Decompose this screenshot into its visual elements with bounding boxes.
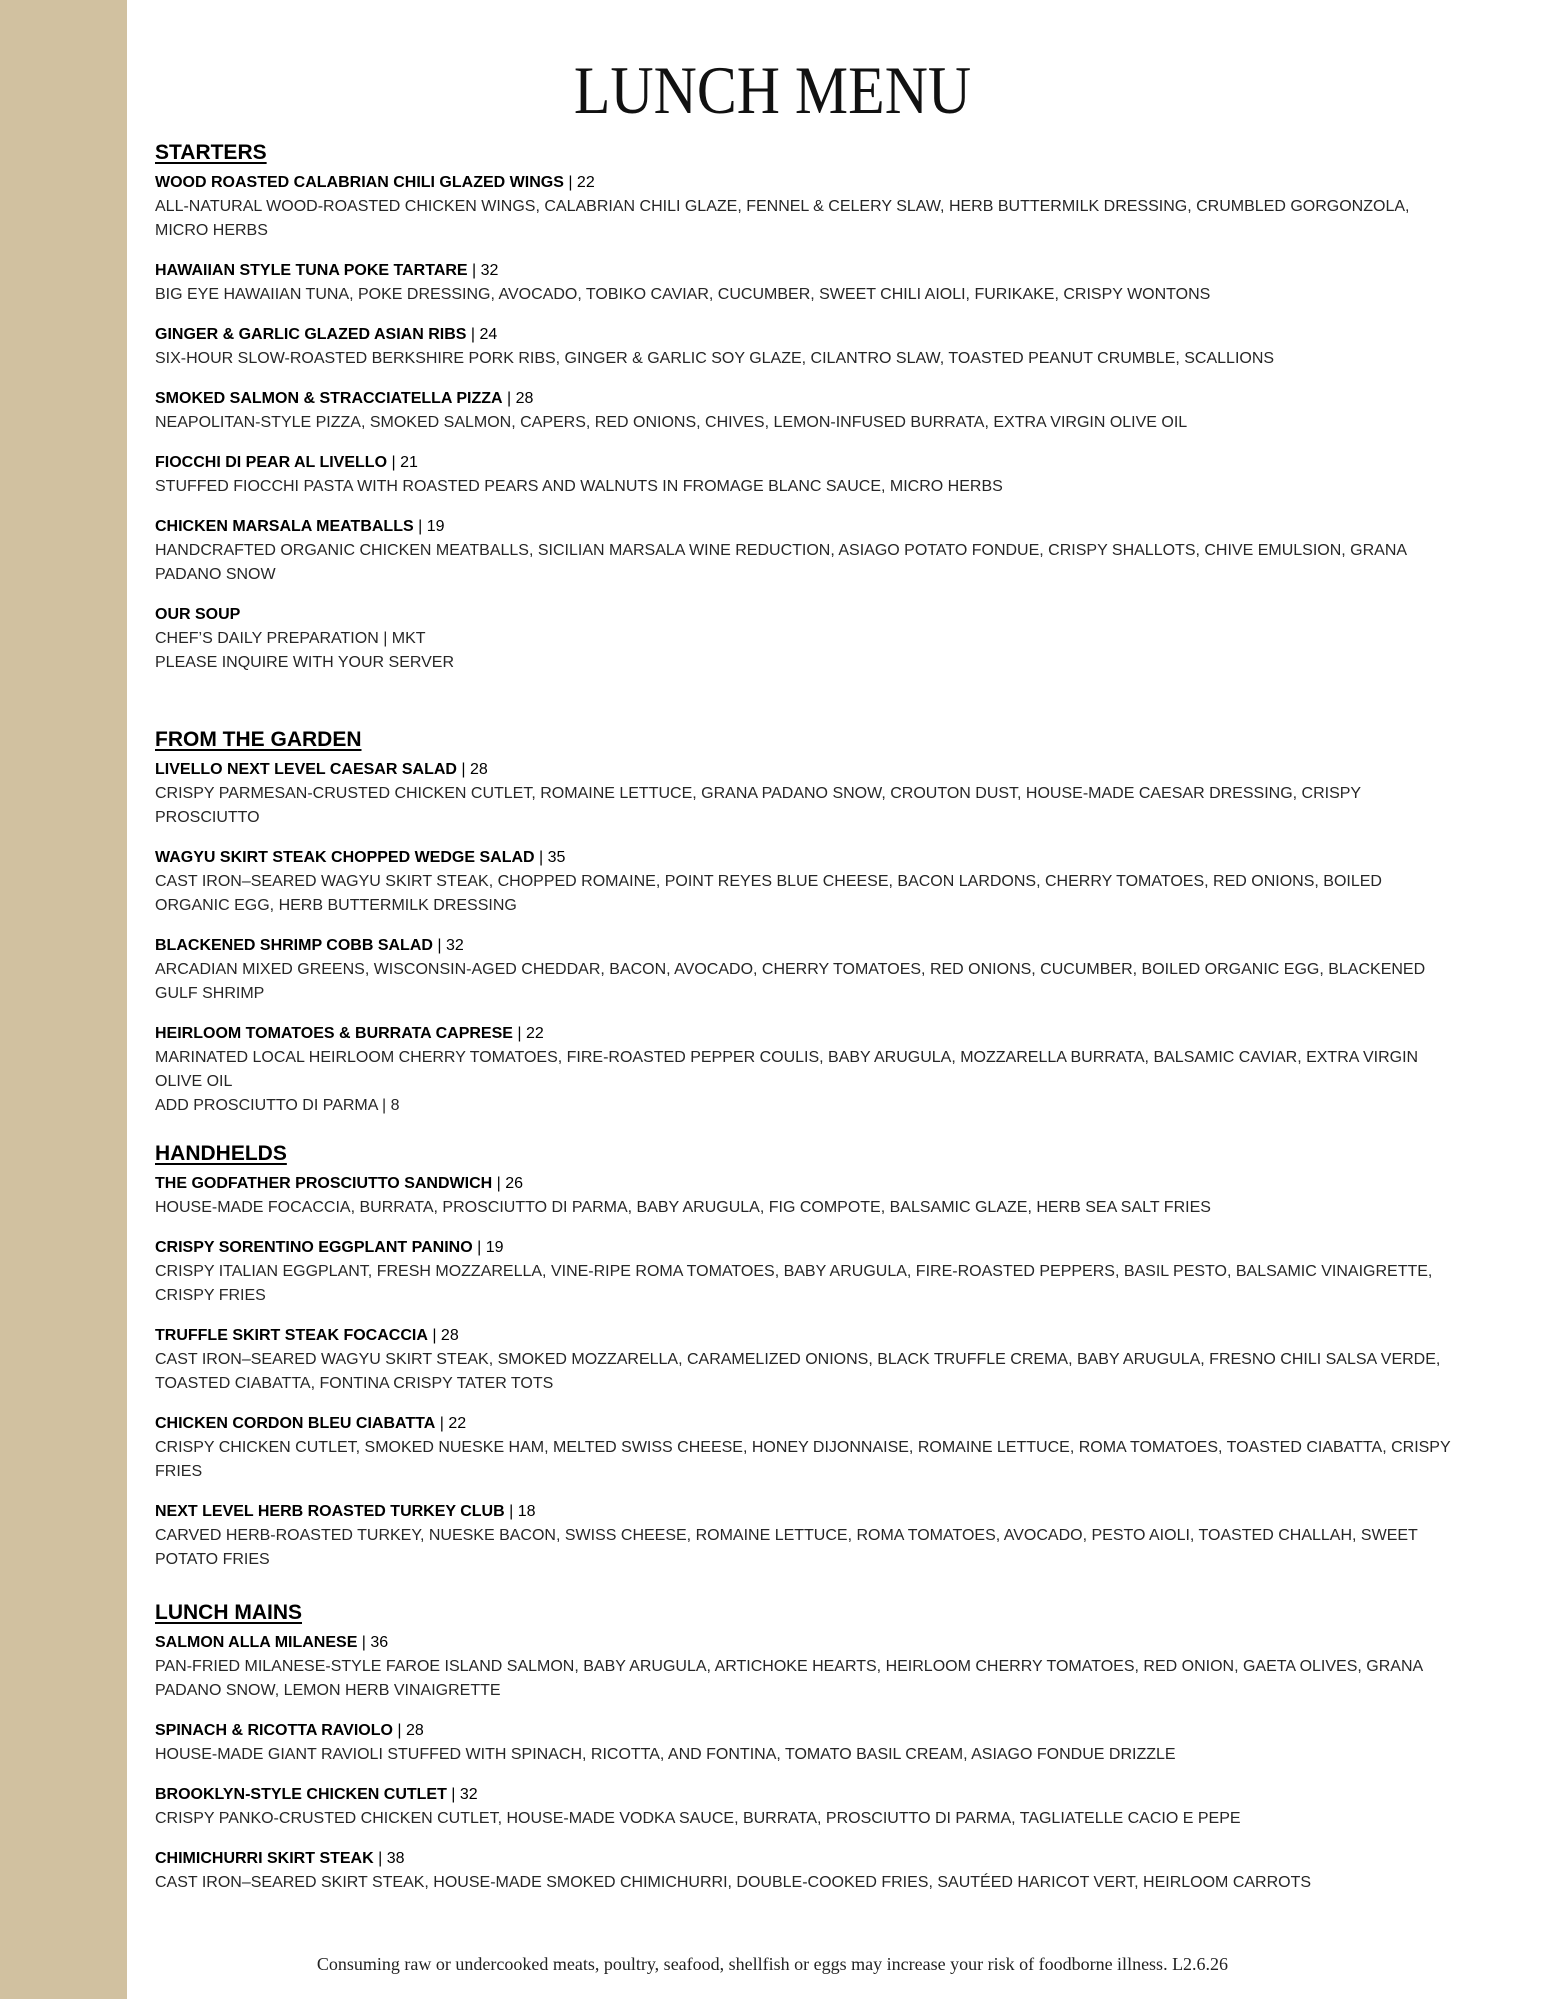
menu-section bbox=[155, 1141, 1455, 1588]
menu-item-heading bbox=[155, 259, 1455, 283]
menu-item-heading bbox=[155, 1783, 1455, 1807]
menu-item-heading bbox=[155, 323, 1455, 347]
menu-item-name: WAGYU SKIRT STEAK CHOPPED WEDGE SALAD bbox=[155, 849, 535, 866]
menu-item-price: | 32 bbox=[467, 262, 499, 279]
menu-item-description: HOUSE-MADE GIANT RAVIOLI STUFFED WITH SPINACH, RICOTTA, AND FONTINA, TOMATO BASIL CREAM, ASIAGO FONDUE DRIZZLE bbox=[155, 1746, 1176, 1763]
menu-item-description: CAST IRON–SEARED SKIRT STEAK, HOUSE-MADE SMOKED CHIMICHURRI, DOUBLE-COOKED FRIES, SAUTÉED HARICOT VERT, HEIRLOOM CARROTS bbox=[155, 1874, 1312, 1891]
menu-item-heading bbox=[155, 1631, 1455, 1655]
menu-item-price: | 24 bbox=[466, 326, 498, 343]
menu-item bbox=[155, 1847, 1455, 1895]
section-title: HANDHELDS bbox=[155, 1142, 287, 1165]
decorative-side-bar bbox=[0, 0, 127, 1999]
menu-item-heading bbox=[155, 1236, 1455, 1260]
menu-item-description: PAN-FRIED MILANESE-STYLE FAROE ISLAND SALMON, BABY ARUGULA, ARTICHOKE HEARTS, HEIRLOOM CHERRY TOMATOES, RED ONION, GAETA OLIVES, GRANA PADANO SNOW, LEMON HERB VINAIGRETTE bbox=[155, 1658, 1423, 1699]
menu-item-name: CHICKEN MARSALA MEATBALLS bbox=[155, 518, 414, 535]
menu-item-heading bbox=[155, 1412, 1455, 1436]
menu-item-name: FIOCCHI DI PEAR AL LIVELLO bbox=[155, 454, 388, 471]
footer-disclaimer: Consuming raw or undercooked meats, poultry, seafood, shellfish or eggs may increase your risk of foodborne illness. L2.6.26 bbox=[316, 1954, 1229, 1974]
menu-item-price: | 22 bbox=[435, 1415, 467, 1432]
menu-item-price: | 35 bbox=[534, 849, 566, 866]
menu-item-description: PLEASE INQUIRE WITH YOUR SERVER bbox=[155, 654, 455, 671]
menu-item-heading bbox=[155, 1324, 1455, 1348]
menu-item-price: | 21 bbox=[387, 454, 418, 471]
menu-item-heading bbox=[155, 387, 1455, 411]
menu-item-price: | 32 bbox=[446, 1786, 478, 1803]
menu-item bbox=[155, 1631, 1455, 1703]
menu-item-name: LIVELLO NEXT LEVEL CAESAR SALAD bbox=[155, 761, 457, 778]
menu-item-description: ALL-NATURAL WOOD-ROASTED CHICKEN WINGS, CALABRIAN CHILI GLAZE, FENNEL & CELERY SLAW, HERB BUTTERMILK DRESSING, CRUMBLED GORGONZOLA, MICRO HERBS bbox=[155, 198, 1410, 239]
menu-item-heading bbox=[155, 1172, 1455, 1196]
menu-item-price: | 28 bbox=[502, 390, 534, 407]
menu-item-name: BROOKLYN-STYLE CHICKEN CUTLET bbox=[155, 1786, 447, 1803]
menu-item-description: CRISPY ITALIAN EGGPLANT, FRESH MOZZARELLA, VINE-RIPE ROMA TOMATOES, BABY ARUGULA, FIRE-ROASTED PEPPERS, BASIL PESTO, BALSAMIC VINAIGRETTE, CRISPY FRIES bbox=[155, 1263, 1433, 1304]
page-title: LUNCH MENU bbox=[573, 52, 972, 128]
menu-item bbox=[155, 934, 1455, 1006]
menu-item-price: | 18 bbox=[504, 1503, 536, 1520]
menu-item-description: HOUSE-MADE FOCACCIA, BURRATA, PROSCIUTTO DI PARMA, BABY ARUGULA, FIG COMPOTE, BALSAMIC GLAZE, HERB SEA SALT FRIES bbox=[155, 1199, 1211, 1216]
menu-item-heading bbox=[155, 758, 1455, 782]
menu-item-price: | 28 bbox=[392, 1722, 424, 1739]
menu-item-name: GINGER & GARLIC GLAZED ASIAN RIBS bbox=[155, 326, 467, 343]
menu-item bbox=[155, 846, 1455, 918]
menu-item bbox=[155, 171, 1455, 243]
menu-item-description: ARCADIAN MIXED GREENS, WISCONSIN-AGED CHEDDAR, BACON, AVOCADO, CHERRY TOMATOES, RED ONIONS, CUCUMBER, BOILED ORGANIC EGG, BLACKENED GULF SHRIMP bbox=[155, 961, 1426, 1002]
menu-item-price: | 28 bbox=[427, 1327, 459, 1344]
menu-item-price: | 22 bbox=[512, 1025, 544, 1042]
menu-item bbox=[155, 603, 1455, 675]
menu-item-description: CHEF’S DAILY PREPARATION | MKT bbox=[155, 630, 426, 647]
menu-item-heading bbox=[155, 934, 1455, 958]
menu-item bbox=[155, 1783, 1455, 1831]
menu-item bbox=[155, 1500, 1455, 1572]
menu-item-heading bbox=[155, 1847, 1455, 1871]
menu-section bbox=[155, 1600, 1455, 1911]
menu-item-name: NEXT LEVEL HERB ROASTED TURKEY CLUB bbox=[155, 1503, 505, 1520]
menu-item-heading bbox=[155, 1719, 1455, 1743]
menu-item bbox=[155, 451, 1455, 499]
menu-item-price: | 26 bbox=[492, 1175, 524, 1192]
menu-item-heading bbox=[155, 603, 1455, 627]
menu-item-name: CRISPY SORENTINO EGGPLANT PANINO bbox=[155, 1239, 473, 1256]
menu-item-description: CRISPY PANKO-CRUSTED CHICKEN CUTLET, HOUSE-MADE VODKA SAUCE, BURRATA, PROSCIUTTO DI PARMA, TAGLIATELLE CACIO E PEPE bbox=[155, 1810, 1241, 1827]
menu-item bbox=[155, 515, 1455, 587]
menu-item bbox=[155, 758, 1455, 830]
menu-item-name: THE GODFATHER PROSCIUTTO SANDWICH bbox=[155, 1175, 493, 1192]
menu-item-heading bbox=[155, 846, 1455, 870]
menu-item-description: SIX-HOUR SLOW-ROASTED BERKSHIRE PORK RIBS, GINGER & GARLIC SOY GLAZE, CILANTRO SLAW, TOASTED PEANUT CRUMBLE, SCALLIONS bbox=[155, 350, 1275, 367]
menu-item-heading bbox=[155, 1500, 1455, 1524]
menu-item-name: OUR SOUP bbox=[155, 606, 241, 623]
menu-item-name: WOOD ROASTED CALABRIAN CHILI GLAZED WINGS bbox=[155, 174, 564, 191]
menu-item bbox=[155, 259, 1455, 307]
menu-item-heading bbox=[155, 1022, 1455, 1046]
menu-section bbox=[155, 727, 1455, 1134]
menu-item-price: | 36 bbox=[357, 1634, 389, 1651]
menu-item-description: BIG EYE HAWAIIAN TUNA, POKE DRESSING, AVOCADO, TOBIKO CAVIAR, CUCUMBER, SWEET CHILI AIOLI, FURIKAKE, CRISPY WONTONS bbox=[155, 286, 1211, 303]
menu-item-heading bbox=[155, 515, 1455, 539]
section-title: FROM THE GARDEN bbox=[155, 728, 362, 751]
menu-section bbox=[155, 140, 1455, 691]
menu-item-name: HAWAIIAN STYLE TUNA POKE TARTARE bbox=[155, 262, 468, 279]
menu-item-name: CHIMICHURRI SKIRT STEAK bbox=[155, 1850, 374, 1867]
menu-item-description: CRISPY CHICKEN CUTLET, SMOKED NUESKE HAM, MELTED SWISS CHEESE, HONEY DIJONNAISE, ROMAINE LETTUCE, ROMA TOMATOES, TOASTED CIABATTA, CRISPY FRIES bbox=[155, 1439, 1451, 1480]
menu-item bbox=[155, 387, 1455, 435]
menu-item-price: | 19 bbox=[413, 518, 445, 535]
section-title: LUNCH MAINS bbox=[155, 1601, 302, 1624]
menu-item-name: BLACKENED SHRIMP COBB SALAD bbox=[155, 937, 433, 954]
menu-item-name: SMOKED SALMON & STRACCIATELLA PIZZA bbox=[155, 390, 503, 407]
menu-item-heading bbox=[155, 171, 1455, 195]
menu-item bbox=[155, 1022, 1455, 1118]
menu-item-price: | 19 bbox=[472, 1239, 504, 1256]
menu-item-description: STUFFED FIOCCHI PASTA WITH ROASTED PEARS AND WALNUTS IN FROMAGE BLANC SAUCE, MICRO HERBS bbox=[155, 478, 1003, 495]
menu-item-name: TRUFFLE SKIRT STEAK FOCACCIA bbox=[155, 1327, 428, 1344]
menu-item-price: | 22 bbox=[563, 174, 595, 191]
menu-item-description: CAST IRON–SEARED WAGYU SKIRT STEAK, SMOKED MOZZARELLA, CARAMELIZED ONIONS, BLACK TRUFFLE CREMA, BABY ARUGULA, FRESNO CHILI SALSA VERDE, TOASTED CIABATTA, FONTINA CRISPY TATER TOTS bbox=[155, 1351, 1441, 1392]
menu-item-description: CRISPY PARMESAN-CRUSTED CHICKEN CUTLET, ROMAINE LETTUCE, GRANA PADANO SNOW, CROUTON DUST, HOUSE-MADE CAESAR DRESSING, CRISPY PROSCIUTTO bbox=[155, 785, 1361, 826]
menu-item-description: HANDCRAFTED ORGANIC CHICKEN MEATBALLS, SICILIAN MARSALA WINE REDUCTION, ASIAGO POTATO FONDUE, CRISPY SHALLOTS, CHIVE EMULSION, GRANA PADANO SNOW bbox=[155, 542, 1407, 583]
menu-item-description: NEAPOLITAN-STYLE PIZZA, SMOKED SALMON, CAPERS, RED ONIONS, CHIVES, LEMON-INFUSED BURRATA, EXTRA VIRGIN OLIVE OIL bbox=[155, 414, 1188, 431]
menu-item-description: ADD PROSCIUTTO DI PARMA | 8 bbox=[155, 1097, 400, 1114]
menu-item bbox=[155, 1719, 1455, 1767]
menu-item-price: | 32 bbox=[432, 937, 464, 954]
menu-item-price: | 28 bbox=[456, 761, 488, 778]
menu-item-description: CAST IRON–SEARED WAGYU SKIRT STEAK, CHOPPED ROMAINE, POINT REYES BLUE CHEESE, BACON LARDONS, CHERRY TOMATOES, RED ONIONS, BOILED ORGANIC EGG, HERB BUTTERMILK DRESSING bbox=[155, 873, 1382, 914]
menu-item-heading bbox=[155, 451, 1455, 475]
menu-item-price: | 38 bbox=[373, 1850, 405, 1867]
menu-item bbox=[155, 323, 1455, 371]
menu-item-name: CHICKEN CORDON BLEU CIABATTA bbox=[155, 1415, 436, 1432]
menu-item-description: CARVED HERB-ROASTED TURKEY, NUESKE BACON, SWISS CHEESE, ROMAINE LETTUCE, ROMA TOMATOES, AVOCADO, PESTO AIOLI, TOASTED CHALLAH, SWEET POTATO FRIES bbox=[155, 1527, 1418, 1568]
menu-item bbox=[155, 1236, 1455, 1308]
menu-item-name: SALMON ALLA MILANESE bbox=[155, 1634, 358, 1651]
section-title: STARTERS bbox=[155, 141, 267, 164]
menu-item-name: SPINACH & RICOTTA RAVIOLO bbox=[155, 1722, 393, 1739]
menu-item-name: HEIRLOOM TOMATOES & BURRATA CAPRESE bbox=[155, 1025, 513, 1042]
menu-item-description: MARINATED LOCAL HEIRLOOM CHERRY TOMATOES, FIRE-ROASTED PEPPER COULIS, BABY ARUGULA, MOZZARELLA BURRATA, BALSAMIC CAVIAR, EXTRA VIRGIN OLIVE OIL bbox=[155, 1049, 1419, 1090]
menu-item bbox=[155, 1324, 1455, 1396]
menu-item bbox=[155, 1172, 1455, 1220]
menu-item bbox=[155, 1412, 1455, 1484]
